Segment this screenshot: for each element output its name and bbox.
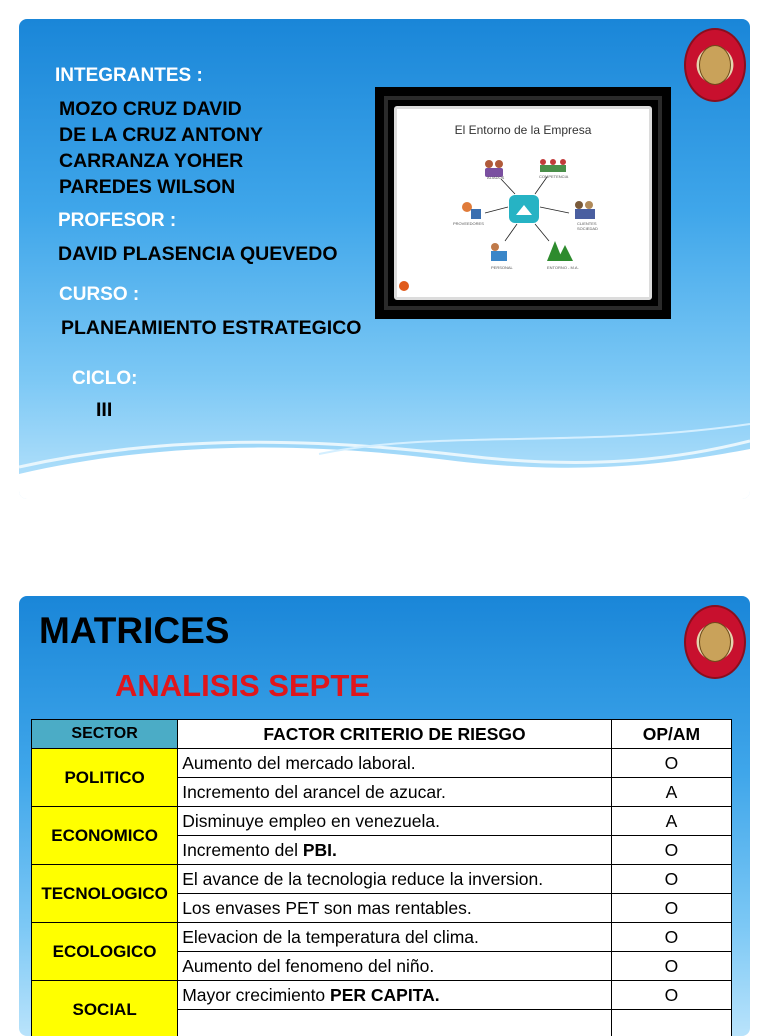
factor-cell: Incremento del arancel de azucar.	[178, 778, 612, 807]
header-sector: SECTOR	[32, 720, 178, 749]
table-row	[32, 981, 732, 1010]
label-sociedad: SOCIEDAD	[577, 226, 598, 231]
profesor-label: PROFESOR :	[58, 210, 176, 232]
header-factor: FACTOR CRITERIO DE RIESGO	[178, 720, 612, 749]
environment-diagram-icon	[397, 109, 649, 297]
factor-cell	[178, 981, 612, 1010]
op-am-cell: O	[611, 981, 731, 1010]
integrantes-label: INTEGRANTES :	[55, 65, 203, 87]
label-competencia: COMPETENCIA	[539, 174, 568, 179]
sector-tecnologico: TECNOLOGICO	[32, 865, 178, 923]
factor-bold-text: PBI.	[303, 840, 337, 860]
op-am-cell: O	[611, 952, 731, 981]
member-3: CARRANZA YOHER	[59, 148, 243, 174]
table-row	[32, 807, 732, 836]
environment-diagram-image	[394, 106, 652, 300]
factor-cell: Elevacion de la temperatura del clima.	[178, 923, 612, 952]
table-header-row	[32, 720, 732, 749]
university-seal-logo	[684, 605, 746, 679]
member-4: PAREDES WILSON	[59, 174, 235, 200]
sector-economico: ECONOMICO	[32, 807, 178, 865]
op-am-cell: O	[611, 894, 731, 923]
factor-cell: Disminuye empleo en venezuela.	[178, 807, 612, 836]
op-am-cell: O	[611, 749, 731, 778]
op-am-cell: O	[611, 923, 731, 952]
op-am-cell: O	[611, 865, 731, 894]
slide-subtitle: ANALISIS SEPTE	[115, 668, 370, 704]
cover-slide	[19, 19, 750, 499]
member-1: MOZO CRUZ DAVID	[59, 96, 242, 122]
member-2: DE LA CRUZ ANTONY	[59, 122, 263, 148]
curso-name: PLANEAMIENTO ESTRATEGICO	[61, 315, 361, 341]
ciclo-value: III	[96, 397, 112, 423]
sector-politico: POLITICO	[32, 749, 178, 807]
factor-text: Incremento del	[182, 840, 303, 860]
factor-text: Mayor crecimiento	[182, 985, 330, 1005]
label-proveedores: PROVEEDORES	[453, 221, 484, 226]
university-seal-logo	[684, 28, 746, 102]
factor-cell	[178, 1010, 612, 1036]
label-clientes: CLIENTES	[577, 221, 597, 226]
table-row	[32, 865, 732, 894]
picture-frame	[375, 87, 671, 319]
profesor-name: DAVID PLASENCIA QUEVEDO	[58, 241, 338, 267]
factor-cell	[178, 836, 612, 865]
factor-cell: Aumento del mercado laboral.	[178, 749, 612, 778]
sector-social: SOCIAL	[32, 981, 178, 1036]
label-personal: PERSONAL	[491, 265, 513, 270]
diagram-title: El Entorno de la Empresa	[397, 123, 649, 137]
op-am-cell: A	[611, 778, 731, 807]
table-row	[32, 923, 732, 952]
ciclo-label: CICLO:	[72, 368, 137, 390]
factor-cell: Aumento del fenomeno del niño.	[178, 952, 612, 981]
slide-title: MATRICES	[39, 610, 229, 652]
sector-ecologico: ECOLOGICO	[32, 923, 178, 981]
factor-bold-text: PER CAPITA.	[330, 985, 440, 1005]
op-am-cell: A	[611, 807, 731, 836]
factor-cell: Los envases PET son mas rentables.	[178, 894, 612, 923]
label-aliados: ALIADOS	[487, 175, 504, 180]
header-op-am: OP/AM	[611, 720, 731, 749]
wave-decoration	[19, 419, 750, 499]
matrices-slide	[19, 596, 750, 1036]
curso-label: CURSO :	[59, 284, 139, 306]
table-row	[32, 749, 732, 778]
label-entorno: ENTORNO - M.A.	[547, 265, 579, 270]
op-am-cell: O	[611, 836, 731, 865]
factor-cell: El avance de la tecnologia reduce la inversion.	[178, 865, 612, 894]
op-am-cell	[611, 1010, 731, 1036]
septe-matrix-table	[31, 719, 732, 1036]
